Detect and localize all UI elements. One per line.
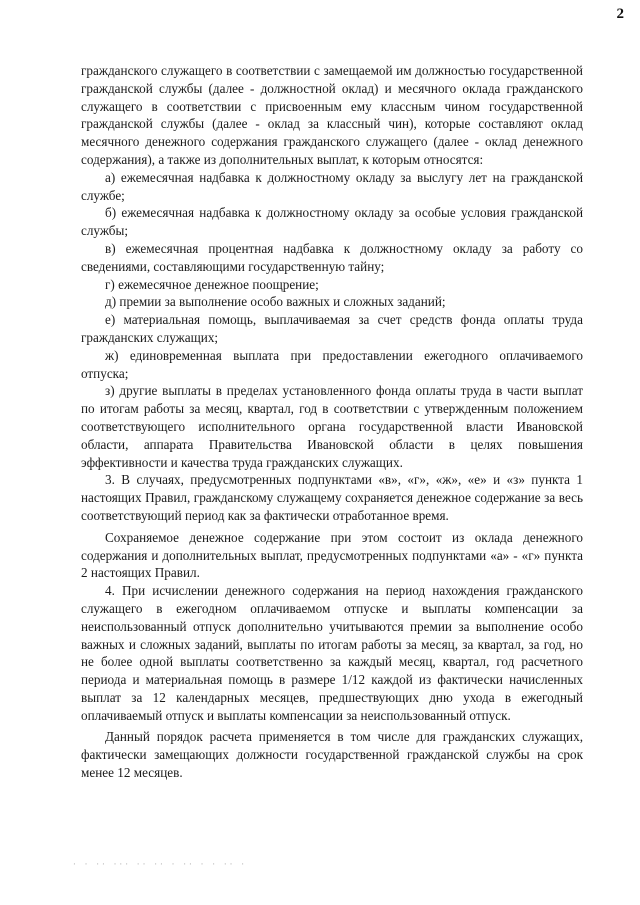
section-3-paragraph: 3. В случаях, предусмотренных подпунктами «в», «г», «ж», «е» и «з» пункта 1 настоящих Правил, гражданскому служащему сохраняется денежное содержание за весь соответствующий период как за фактически отработанное время.: [81, 472, 583, 523]
list-item-zh: ж) единовременная выплата при предоставлении ежегодного оплачиваемого отпуска;: [81, 347, 583, 381]
list-item-g: г) ежемесячное денежное поощрение;: [105, 276, 319, 292]
document-body: [81, 62, 583, 782]
list-item-d: д) премии за выполнение особо важных и сложных заданий;: [105, 294, 446, 310]
scan-footer-mark: · · ·· ··· ·· ·· · ·· · · ·· ·: [72, 860, 247, 869]
list-item-b: б) ежемесячная надбавка к должностному окладу за особые условия гражданской службы;: [81, 205, 583, 239]
retained-salary-paragraph: Сохраняемое денежное содержание при этом состоит из оклада денежного содержания и дополнительных выплат, предусмотренных подпунктами «а» - «г» пункта 2 настоящих Правил.: [81, 529, 583, 581]
page-number: 2: [616, 6, 624, 22]
section-4-paragraph: 4. При исчислении денежного содержания на период нахождения гражданского служащего в ежегодном оплачиваемом отпуске и выплаты компенсации за неиспользованный отпуск дополнительно учитываются премии за выполнение особо важных и сложных заданий, выплаты по итогам работы за месяц, за квартал, за год, но не более одной выплаты соответственно за каждый месяц, квартал, год расчетного периода и материальная помощь в размере 1/12 каждой из фактически начисленных выплат за 12 календарных месяцев, предшествующих дню ухода в ежегодный оплачиваемый отпуск и выплаты компенсации за неиспользованный отпуск.: [81, 583, 583, 723]
list-item-e: е) материальная помощь, выплачиваемая за счет средств фонда оплаты труда гражданских служащих;: [81, 312, 583, 345]
list-item-a: а) ежемесячная надбавка к должностному окладу за выслугу лет на гражданской службе;: [81, 169, 583, 203]
calculation-order-paragraph: Данный порядок расчета применяется в том числе для гражданских служащих, фактически замещающих должности государственной гражданской службы на срок менее 12 месяцев.: [81, 729, 583, 781]
list-item-v: в) ежемесячная процентная надбавка к должностному окладу за работу со сведениями, составляющими государственную тайну;: [81, 240, 583, 274]
paragraph-intro: гражданского служащего в соответствии с замещаемой им должностью государственной гражданской службы (далее - должностной оклад) и месячного оклада гражданского служащего в соответствии с присвоенным ему классным чином государственной гражданской службы (далее - оклад за классный чин), которые составляют оклад месячного денежного содержания гражданского служащего (далее - оклад денежного содержания), а также из дополнительных выплат, к которым относятся:: [81, 63, 583, 167]
list-item-z: з) другие выплаты в пределах установленного фонда оплаты труда в части выплат по итогам работы за месяц, квартал, год в соответствии с утвержденным положением соответствующего исполнительного органа государственной власти Ивановской области, аппарата Правительства Ивановской области в целях повышения эффективности и качества труда гражданских служащих.: [81, 383, 583, 470]
